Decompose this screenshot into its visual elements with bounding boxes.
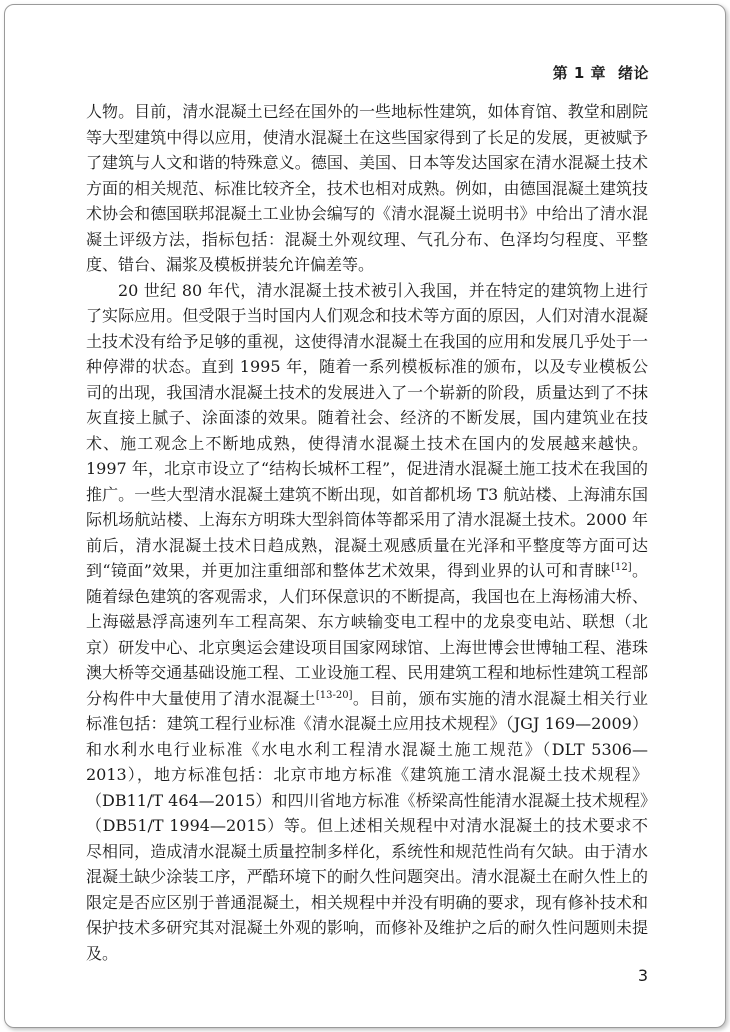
page-number: 3 xyxy=(637,966,648,985)
running-header xyxy=(553,62,649,83)
paragraph-2-part-2: 。随着绿色建筑的客观需求，人们环保意识的不断提高，我国也在上海杨浦大桥、上海磁悬浮高速列车工程高架、东方峡输变电工程中的龙泉变电站、联想（北京）研发中心、北京奥运会建设项目国家网球馆、上海世博会世博轴工程、港珠澳大桥等交通基础设施工程、工业设施工程、民用建筑工程和地标性建筑工程部分构件中大量使用了清水混凝土 xyxy=(86,561,648,708)
paragraph-2-part-3: 。目前，颁布实施的清水混凝土相关行业标准包括：建筑工程行业标准《清水混凝土应用技术规程》（JGJ 169—2009）和水利水电行业标准《水电水利工程清水混凝土施工规范》（DLT 5306—2013），地方标准包括：北京市地方标准《建筑施工清水混凝土技术规程》（DB11/T 464—2015）和四川省地方标准《桥梁高性能清水混凝土技术规程》（DB51/T 1994—2015）等。但上述相关规程中对清水混凝土的技术要求不尽相同，造成清水混凝土质量控制多样化，系统性和规范性尚有欠缺。由于清水混凝土缺少涂装工序，严酷环境下的耐久性问题突出。清水混凝土在耐久性上的限定是否应区别于普通混凝土，相关规程中并没有明确的要求，现有修补技术和保护技术多研究其对混凝土外观的影响，而修补及维护之后的耐久性问题则未提及。 xyxy=(86,688,648,963)
citation-13-20: [13-20] xyxy=(315,689,353,701)
paragraph-1: 人物。目前，清水混凝土已经在国外的一些地标性建筑，如体育馆、教堂和剧院等大型建筑中得以应用，使清水混凝土在这些国家得到了长足的发展，更被赋予了建筑与人文和谐的特殊意义。德国、美国、日本等发达国家在清水混凝土技术方面的相关规范、标准比较齐全，技术也相对成熟。例如，由德国混凝土建筑技术协会和德国联邦混凝土工业协会编写的《清水混凝土说明书》中给出了清水混凝土评级方法，指标包括：混凝土外观纹理、气孔分布、色泽均匀程度、平整度、错台、漏浆及模板拼装允许偏差等。 xyxy=(86,102,648,274)
paragraph-2-part-1: 20 世纪 80 年代，清水混凝土技术被引入我国，并在特定的建筑物上进行了实际应用。但受限于当时国内人们观念和技术等方面的原因，人们对清水混凝土技术没有给予足够的重视，这使得清水混凝土在我国的应用和发展几乎处于一种停滞的状态。直到 1995 年，随着一系列模板标准的颁布，以及专业模板公司的出现，我国清水混凝土技术的发展进入了一个崭新的阶段，质量达到了不抹灰直接上腻子、涂面漆的效果。随着社会、经济的不断发展，国内建筑业在技术、施工观念上不断地成熟，使得清水混凝土技术在国内的发展越来越快。1997 年，北京市设立了“结构长城杯工程”，促进清水混凝土施工技术在我国的推广。一些大型清水混凝土建筑不断出现，如首都机场 T3 航站楼、上海浦东国际机场航站楼、上海东方明珠大型斜筒体等都采用了清水混凝土技术。2000 年前后，清水混凝土技术日趋成熟，混凝土观感质量在光泽和平整度等方面可达到“镜面”效果，并更加注重细部和整体艺术效果，得到业界的认可和青睐 xyxy=(86,280,648,580)
chapter-title: 绪论 xyxy=(617,64,649,82)
citation-12: [12] xyxy=(611,562,632,573)
body-text xyxy=(86,99,648,966)
chapter-number: 第 1 章 xyxy=(552,64,606,82)
paragraph-2 xyxy=(86,278,648,967)
